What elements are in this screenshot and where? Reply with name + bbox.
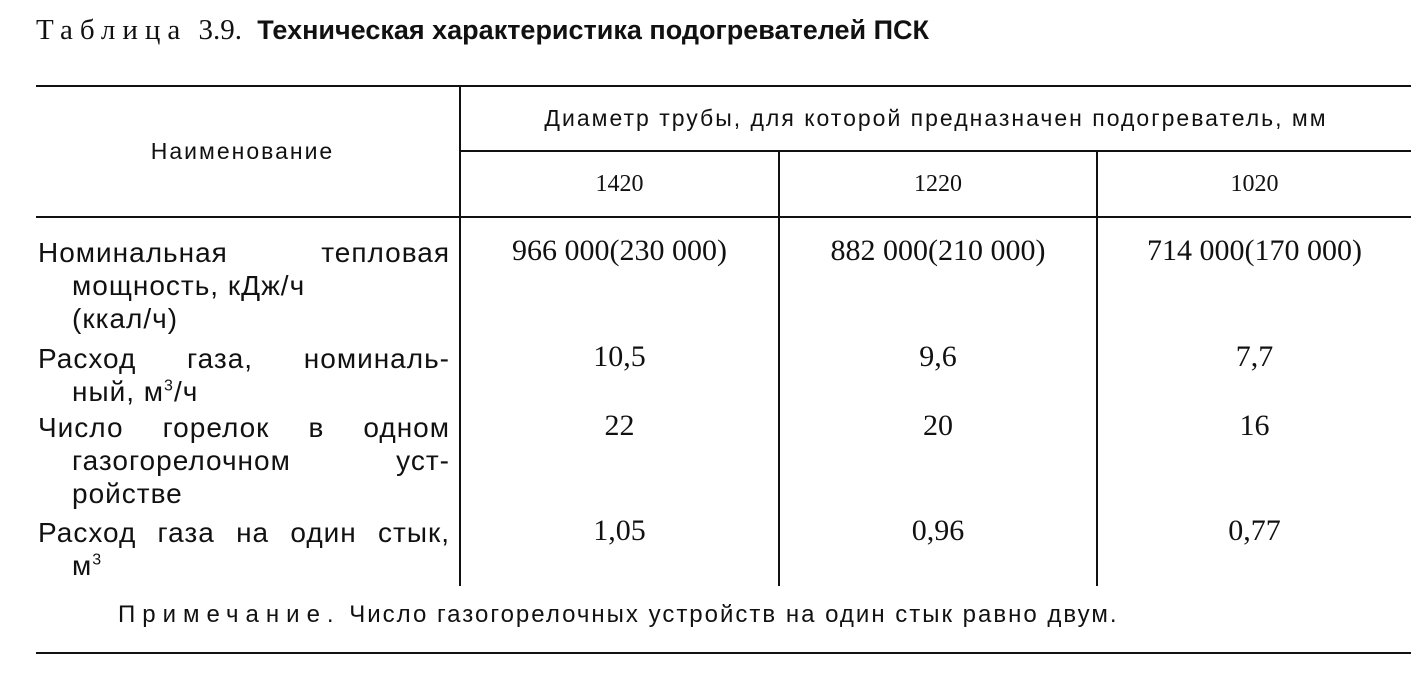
table-cell: 1,05	[593, 514, 646, 547]
table-cell: 9,6	[919, 340, 957, 373]
header-diameter-label: 1220	[914, 170, 962, 197]
row-name-line: ройстве	[72, 478, 183, 509]
table-cell: 16	[1239, 409, 1270, 442]
header-diameter-label: 1020	[1230, 170, 1279, 197]
row-name-part: ный, м	[72, 376, 165, 407]
caption-number: 3.9.	[198, 14, 243, 46]
caption-prefix: Таблица	[36, 14, 188, 46]
table-cell: 714 000(170 000)	[1147, 234, 1362, 267]
row-name-part: м	[72, 550, 93, 581]
table-cell: 10,5	[593, 340, 646, 373]
row-name-line: газогорелочном уст-	[72, 445, 450, 476]
table-cell: 22	[604, 409, 635, 442]
table-cell: 882 000(210 000)	[830, 234, 1046, 267]
header-diameter-1020	[1098, 152, 1411, 216]
header-group-label: Диаметр трубы, для которой предназначен подогреватель, мм	[544, 105, 1328, 131]
row-name-gas-flow-nominal	[38, 342, 450, 408]
note-text: Число газогорелочных устройств на один стык равно двум.	[349, 601, 1119, 628]
note-bottom-rule	[36, 652, 1411, 654]
header-name-cell	[36, 87, 459, 216]
row-name-line: Расход газа на один стык,	[38, 517, 450, 548]
header-group-cell	[461, 87, 1411, 150]
row-name-line: Число горелок в одном	[38, 412, 450, 443]
row-name-burner-count	[38, 411, 450, 510]
table-cell: 0,96	[911, 514, 965, 547]
row-name-part: /ч	[173, 376, 199, 407]
table-cell: 0,77	[1228, 514, 1281, 547]
row-name-line: (ккал/ч)	[72, 303, 179, 334]
header-diameter-1220	[780, 152, 1096, 216]
superscript: 3	[92, 551, 103, 569]
row-name-line: Номинальная тепловая	[38, 237, 450, 268]
header-diameter-1420	[461, 152, 778, 216]
table-cell: 7,7	[1235, 340, 1274, 373]
header-diameter-label: 1420	[595, 170, 644, 197]
table-note	[118, 601, 1119, 629]
row-name-nominal-heat-power	[38, 236, 450, 335]
row-name-line	[38, 549, 450, 582]
row-name-line: Расход газа, номиналь-	[38, 343, 450, 374]
header-bottom-rule	[36, 216, 1411, 218]
table-cell: 20	[923, 409, 953, 442]
table-caption	[36, 14, 929, 47]
superscript: 3	[164, 377, 174, 395]
header-name-label: Наименование	[150, 138, 335, 164]
row-name-gas-per-joint	[38, 516, 450, 582]
row-name-line: мощность, кДж/ч	[72, 270, 306, 301]
note-label: Примечание.	[118, 601, 341, 628]
table-cell: 966 000(230 000)	[512, 234, 727, 267]
caption-title: Техническая характеристика подогревателей ПСК	[257, 15, 930, 45]
row-name-line	[38, 375, 450, 408]
